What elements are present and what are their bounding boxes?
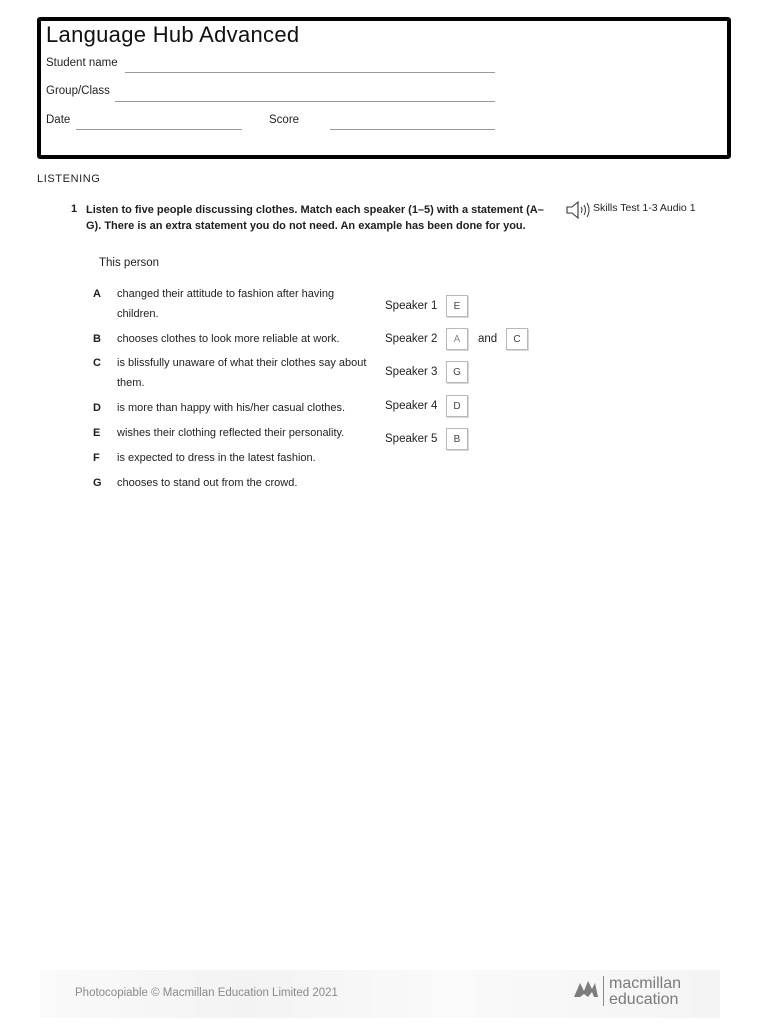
answer-box[interactable]: D [446, 395, 468, 417]
date-label: Date [46, 114, 71, 126]
speaker-label: Speaker 4 [385, 400, 438, 412]
statement-text: is more than happy with his/her casual clothes. [117, 402, 346, 414]
logo-text: education [609, 991, 679, 1008]
statement-letter: G [93, 477, 102, 489]
question-number: 1 [71, 203, 78, 215]
statement-letter: F [93, 452, 100, 464]
logo-divider [603, 976, 604, 1006]
macmillan-logo-icon [573, 977, 599, 999]
group-class-field[interactable] [115, 101, 495, 102]
date-field[interactable] [76, 129, 242, 130]
answer-box[interactable]: G [446, 361, 468, 383]
answer-box[interactable]: E [446, 295, 468, 317]
statement-text: chooses clothes to look more reliable at work. [117, 333, 340, 345]
statement-text: changed their attitude to fashion after having children. [117, 288, 335, 320]
statements-intro: This person [99, 257, 160, 269]
speaker-label: Speaker 3 [385, 366, 438, 378]
group-class-label: Group/Class [46, 85, 110, 97]
speaker-icon[interactable] [566, 200, 590, 220]
section-title: LISTENING [37, 173, 101, 185]
student-name-label: Student name [46, 57, 118, 69]
speaker-label: Speaker 1 [385, 300, 438, 312]
speaker-label: Speaker 2 [385, 333, 438, 345]
and-label: and [478, 333, 498, 345]
statement-letter: B [93, 333, 101, 345]
statement-text: chooses to stand out from the crowd. [117, 477, 298, 489]
speaker-label: Speaker 5 [385, 433, 438, 445]
statement-text: wishes their clothing reflected their personality. [117, 427, 345, 439]
statement-text: is expected to dress in the latest fashion. [117, 452, 316, 464]
audio-track-label: Skills Test 1-3 Audio 1 [593, 202, 696, 214]
question-instruction: Listen to five people discussing clothes. Match each speaker (1–5) with a statement (A–G). There is an extra statement you do not need. An example has been done for you. [86, 204, 544, 232]
answer-box[interactable]: B [446, 428, 468, 450]
logo-text: macmillan [609, 975, 682, 992]
score-field[interactable] [330, 129, 495, 130]
statement-letter: A [93, 288, 101, 300]
statement-text: is blissfully unaware of what their clothes say about them. [117, 357, 367, 389]
student-name-field[interactable] [125, 72, 495, 73]
copyright-text: Photocopiable © Macmillan Education Limited 2021 [75, 987, 338, 999]
score-label: Score [269, 114, 300, 126]
page-title: Language Hub Advanced [46, 22, 300, 47]
statement-letter: C [93, 357, 101, 369]
example-answer-box: A [446, 328, 468, 350]
answer-box[interactable]: C [506, 328, 528, 350]
statement-letter: E [93, 427, 101, 439]
statement-letter: D [93, 402, 101, 414]
